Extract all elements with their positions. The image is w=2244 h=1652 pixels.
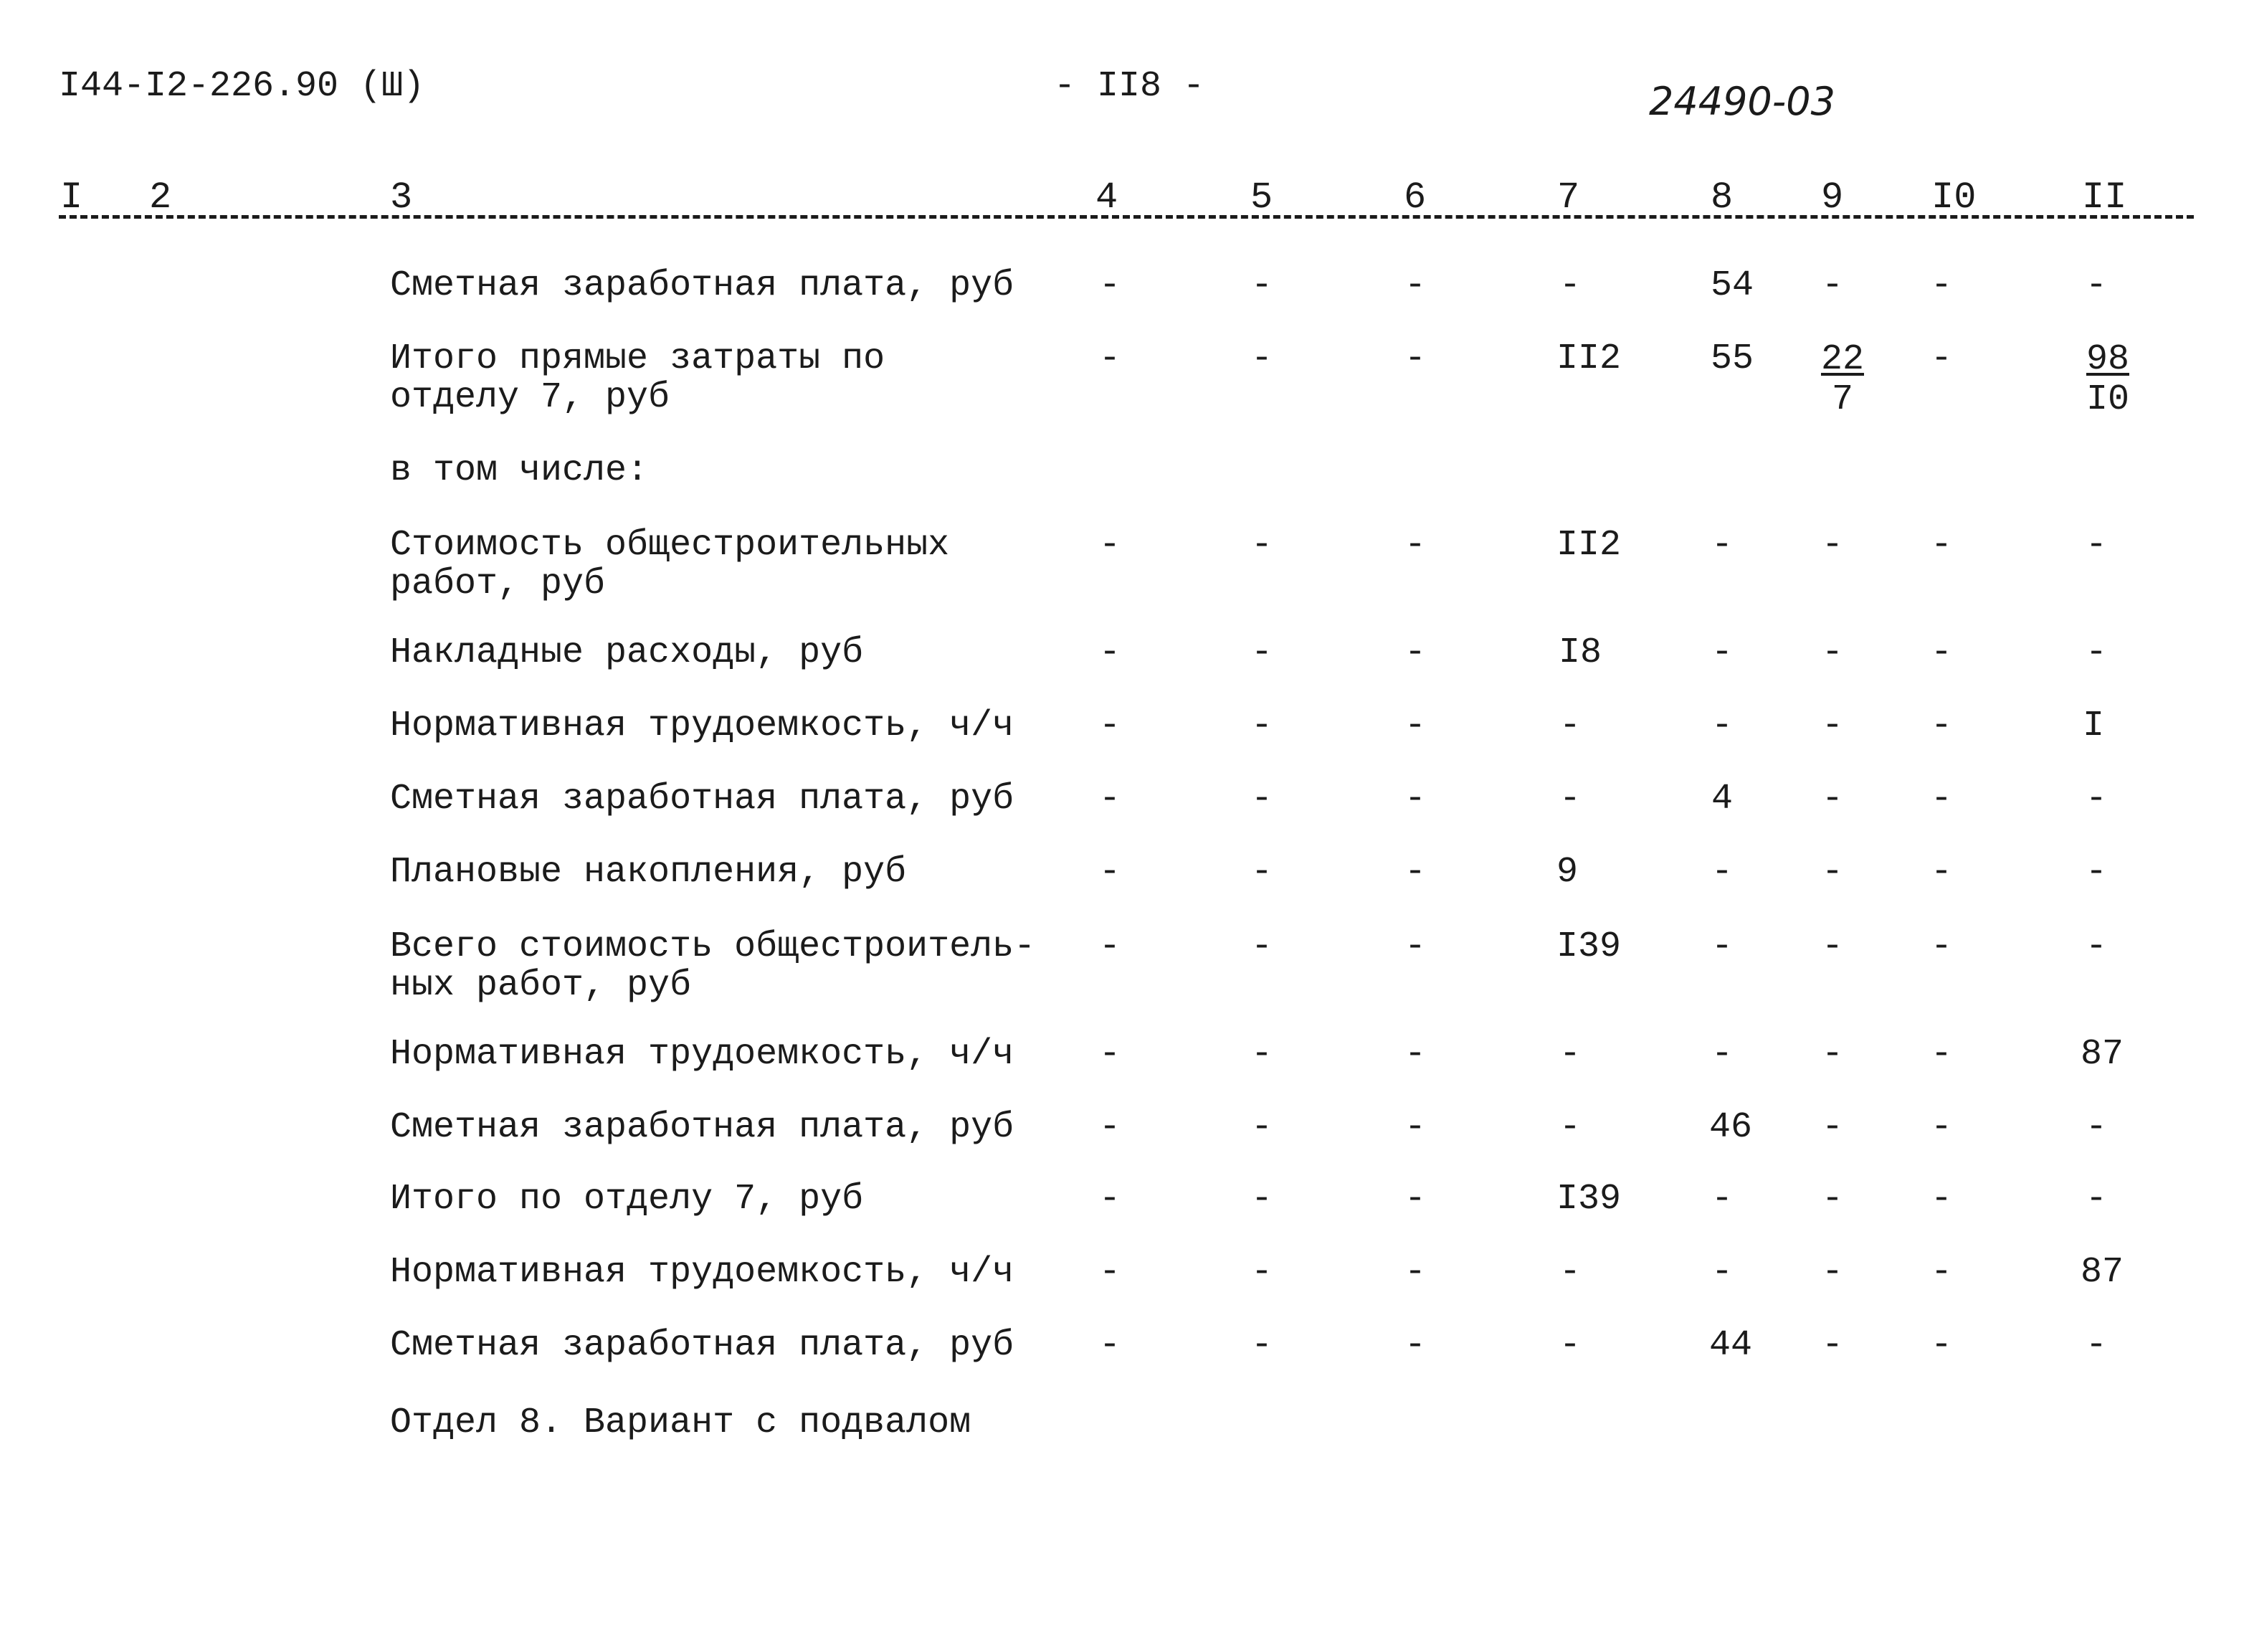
cell-col-10: - bbox=[1930, 1325, 1952, 1366]
row-label: Итого прямые затраты по отделу 7, руб bbox=[390, 338, 885, 418]
cell-col-4: - bbox=[1098, 1034, 1121, 1075]
row-label: Нормативная трудоемкость, ч/ч bbox=[390, 706, 1014, 746]
column-header-4: 4 bbox=[1095, 176, 1118, 219]
cell-col-5: - bbox=[1250, 632, 1273, 673]
cell-col-6: - bbox=[1404, 852, 1426, 893]
row-label: Сметная заработная плата, руб bbox=[390, 779, 1014, 820]
cell-col-7: I39 bbox=[1556, 1179, 1621, 1220]
row-label: Всего стоимость общестроитель- ных работ, руб bbox=[390, 926, 1036, 1006]
cell-col-11: - bbox=[2085, 1107, 2107, 1148]
cell-col-9: - bbox=[1821, 1034, 1843, 1075]
cell-col-6: - bbox=[1404, 1325, 1426, 1366]
cell-col-4: - bbox=[1098, 1325, 1121, 1366]
cell-col-4: - bbox=[1098, 265, 1121, 306]
cell-col-7: - bbox=[1559, 779, 1581, 820]
cell-col-8: - bbox=[1711, 1252, 1733, 1293]
cell-col-10: - bbox=[1930, 632, 1952, 673]
cell-col-6: - bbox=[1404, 779, 1426, 820]
cell-col-10: - bbox=[1930, 706, 1952, 746]
cell-col-11: - bbox=[2085, 265, 2107, 306]
cell-col-8: 4 bbox=[1711, 779, 1733, 820]
cell-col-9: - bbox=[1821, 632, 1843, 673]
row-label: Итого по отделу 7, руб bbox=[390, 1179, 864, 1220]
cell-col-4: - bbox=[1098, 706, 1121, 746]
cell-col-9: - bbox=[1821, 1252, 1843, 1293]
row-label: Плановые накопления, руб bbox=[390, 852, 907, 893]
cell-col-4: - bbox=[1098, 779, 1121, 820]
row-label: Накладные расходы, руб bbox=[390, 632, 864, 673]
document-code: I44-I2-226.90 (Ш) bbox=[59, 66, 425, 107]
cell-col-11: 87 bbox=[2080, 1034, 2124, 1075]
cell-col-10: - bbox=[1930, 1034, 1952, 1075]
fraction-numerator: 22 bbox=[1820, 339, 1864, 380]
header-divider bbox=[59, 215, 2194, 219]
cell-col-8: - bbox=[1711, 1034, 1733, 1075]
cell-col-5: - bbox=[1250, 338, 1273, 379]
cell-col-5: - bbox=[1250, 706, 1273, 746]
cell-col-11: - bbox=[2085, 1179, 2107, 1220]
cell-col-10: - bbox=[1930, 852, 1952, 893]
cell-col-7: - bbox=[1559, 1325, 1581, 1366]
cell-col-8: - bbox=[1711, 852, 1733, 893]
cell-col-5: - bbox=[1250, 525, 1273, 566]
cell-col-8: 44 bbox=[1708, 1325, 1752, 1366]
cell-col-8: - bbox=[1711, 525, 1733, 566]
cell-col-5: - bbox=[1250, 1179, 1273, 1220]
cell-col-7: II2 bbox=[1556, 525, 1621, 566]
column-header-8: 8 bbox=[1711, 176, 1734, 219]
cell-col-9: - bbox=[1821, 852, 1843, 893]
cell-col-8: 46 bbox=[1708, 1107, 1752, 1148]
cell-col-5: - bbox=[1250, 1252, 1273, 1293]
cell-col-7: I39 bbox=[1556, 926, 1621, 967]
fraction-denominator: 7 bbox=[1831, 379, 1853, 420]
cell-col-7: 9 bbox=[1556, 852, 1578, 893]
cell-col-5: - bbox=[1250, 852, 1273, 893]
cell-col-8: - bbox=[1711, 632, 1733, 673]
row-label: в том числе: bbox=[390, 450, 649, 491]
row-label: Сметная заработная плата, руб bbox=[390, 265, 1014, 306]
row-label: Сметная заработная плата, руб bbox=[390, 1325, 1014, 1366]
fraction-denominator: I0 bbox=[2086, 379, 2129, 420]
cell-col-6: - bbox=[1404, 338, 1426, 379]
cell-col-4: - bbox=[1098, 1179, 1121, 1220]
cell-col-6: - bbox=[1404, 1034, 1426, 1075]
cell-col-4: - bbox=[1098, 852, 1121, 893]
cell-col-10: - bbox=[1930, 926, 1952, 967]
cell-col-4: - bbox=[1098, 926, 1121, 967]
cell-col-8: - bbox=[1711, 706, 1733, 746]
column-header-3: 3 bbox=[390, 176, 413, 219]
column-header-6: 6 bbox=[1404, 176, 1427, 219]
cell-col-6: - bbox=[1404, 1179, 1426, 1220]
cell-col-5: - bbox=[1250, 265, 1273, 306]
cell-col-6: - bbox=[1404, 525, 1426, 566]
fraction-numerator: 98 bbox=[2086, 339, 2129, 380]
cell-col-8: - bbox=[1711, 1179, 1733, 1220]
cell-col-11: - bbox=[2085, 852, 2107, 893]
cell-col-6: - bbox=[1404, 706, 1426, 746]
cell-col-4: - bbox=[1098, 1107, 1121, 1148]
row-label: Нормативная трудоемкость, ч/ч bbox=[390, 1252, 1014, 1293]
archive-number: 24490-03 bbox=[1649, 79, 1835, 124]
column-header-1: I bbox=[60, 176, 83, 219]
cell-col-9: - bbox=[1821, 926, 1843, 967]
cell-col-11: - bbox=[2085, 632, 2107, 673]
cell-col-4: - bbox=[1098, 1252, 1121, 1293]
cell-col-11: 87 bbox=[2080, 1252, 2124, 1293]
cell-col-6: - bbox=[1404, 632, 1426, 673]
cell-col-6: - bbox=[1404, 265, 1426, 306]
cell-col-10: - bbox=[1930, 779, 1952, 820]
cell-col-7: II2 bbox=[1556, 338, 1621, 379]
column-header-9: 9 bbox=[1821, 176, 1844, 219]
cell-col-11: - bbox=[2085, 779, 2107, 820]
cell-col-5: - bbox=[1250, 1107, 1273, 1148]
cell-col-8: 54 bbox=[1710, 265, 1754, 306]
column-header-10: I0 bbox=[1931, 176, 1977, 219]
cell-col-7: - bbox=[1559, 706, 1581, 746]
cell-col-5: - bbox=[1250, 1034, 1273, 1075]
cell-col-8: - bbox=[1711, 926, 1733, 967]
cell-col-11: I bbox=[2082, 706, 2104, 746]
cell-col-11: - bbox=[2085, 926, 2107, 967]
column-header-2: 2 bbox=[149, 176, 172, 219]
cell-col-10: - bbox=[1930, 1252, 1952, 1293]
cell-col-11 bbox=[2068, 340, 2147, 420]
cell-col-9 bbox=[1803, 340, 1882, 420]
cell-col-9: - bbox=[1821, 1107, 1843, 1148]
cell-col-4: - bbox=[1098, 525, 1121, 566]
cell-col-7: I8 bbox=[1558, 632, 1602, 673]
row-label: Стоимость общестроительных работ, руб bbox=[390, 525, 950, 604]
cell-col-6: - bbox=[1404, 1252, 1426, 1293]
cell-col-7: - bbox=[1559, 265, 1581, 306]
cell-col-10: - bbox=[1930, 1179, 1952, 1220]
cell-col-9: - bbox=[1821, 1179, 1843, 1220]
cell-col-6: - bbox=[1404, 1107, 1426, 1148]
cell-col-10: - bbox=[1930, 525, 1952, 566]
cell-col-5: - bbox=[1250, 779, 1273, 820]
cell-col-11: - bbox=[2085, 525, 2107, 566]
row-label: Нормативная трудоемкость, ч/ч bbox=[390, 1034, 1014, 1075]
cell-col-8: 55 bbox=[1710, 338, 1754, 379]
cell-col-10: - bbox=[1930, 338, 1952, 379]
column-header-5: 5 bbox=[1250, 176, 1273, 219]
column-header-7: 7 bbox=[1557, 176, 1580, 219]
section-heading: Отдел 8. Вариант с подвалом bbox=[390, 1402, 971, 1443]
cell-col-11: - bbox=[2085, 1325, 2107, 1366]
cell-col-10: - bbox=[1930, 265, 1952, 306]
cell-col-5: - bbox=[1250, 926, 1273, 967]
cell-col-7: - bbox=[1559, 1252, 1581, 1293]
cell-col-9: - bbox=[1821, 265, 1843, 306]
cell-col-9: - bbox=[1821, 779, 1843, 820]
cell-col-4: - bbox=[1098, 338, 1121, 379]
cell-col-9: - bbox=[1821, 706, 1843, 746]
cell-col-9: - bbox=[1821, 1325, 1843, 1366]
cell-col-5: - bbox=[1250, 1325, 1273, 1366]
cell-col-7: - bbox=[1559, 1107, 1581, 1148]
cell-col-9: - bbox=[1821, 525, 1843, 566]
cell-col-6: - bbox=[1404, 926, 1426, 967]
cell-col-10: - bbox=[1930, 1107, 1952, 1148]
cell-col-4: - bbox=[1098, 632, 1121, 673]
cell-col-7: - bbox=[1559, 1034, 1581, 1075]
column-header-11: II bbox=[2082, 176, 2127, 219]
row-label: Сметная заработная плата, руб bbox=[390, 1107, 1014, 1148]
page-number: - II8 - bbox=[1054, 66, 1205, 107]
